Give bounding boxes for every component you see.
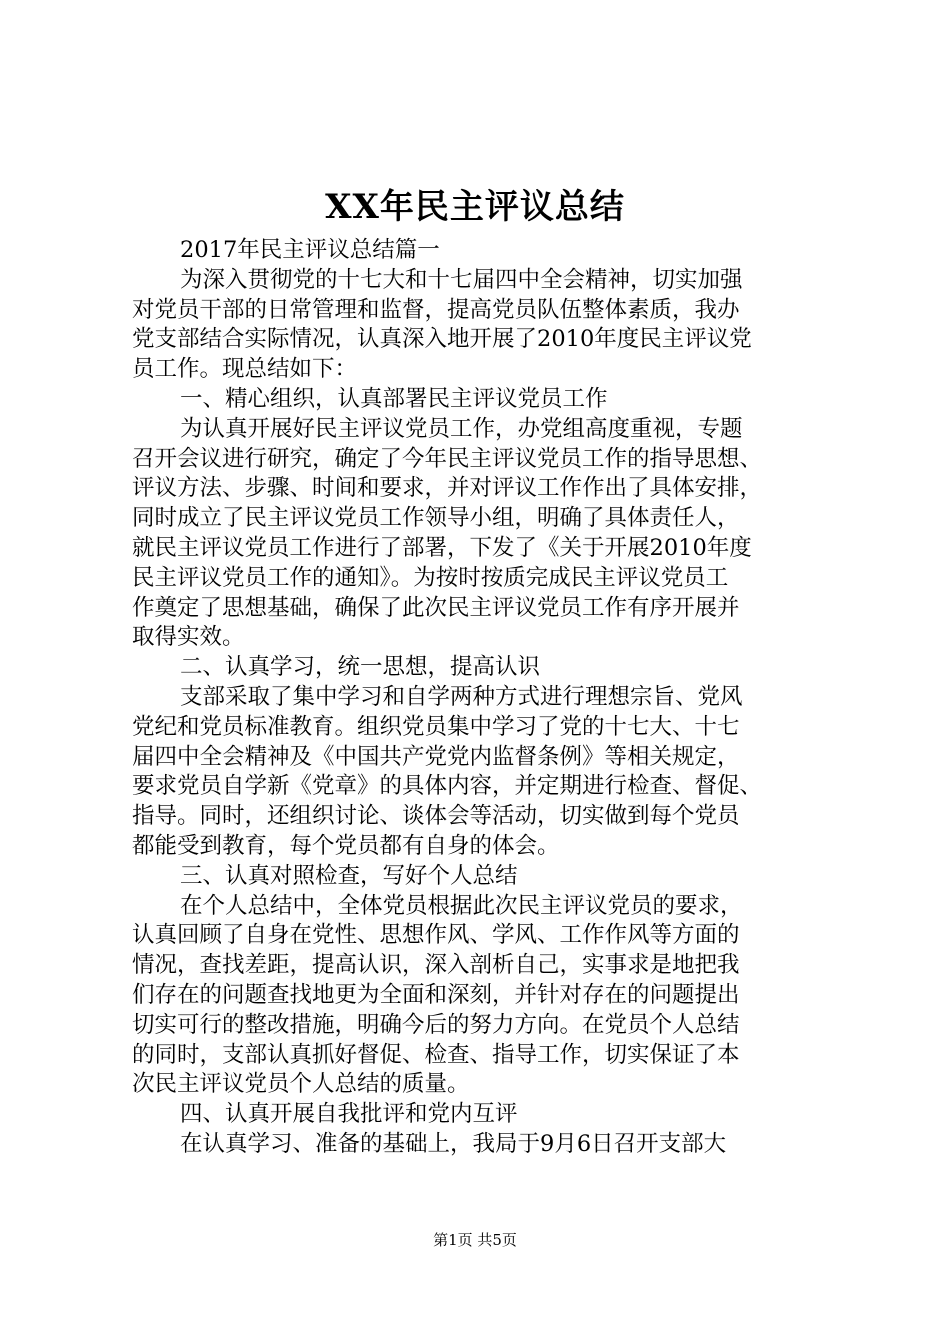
text-line: 都能受到教育，每个党员都有自身的体会。 bbox=[132, 832, 560, 859]
text-line: 一、精心组织，认真部署民主评议党员工作 bbox=[180, 385, 608, 412]
document-body bbox=[132, 236, 832, 1160]
text-line: 次民主评议党员个人总结的质量。 bbox=[132, 1071, 470, 1098]
text-line: 对党员干部的日常管理和监督，提高党员队伍整体素质，我办 bbox=[132, 296, 740, 323]
text-line: 民主评议党员工作的通知》。为按时按质完成民主评议党员工 bbox=[132, 564, 729, 591]
text-line: 召开会议进行研究，确定了今年民主评议党员工作的指导思想、 bbox=[132, 445, 763, 472]
text-line: 取得实效。 bbox=[132, 624, 245, 651]
text-line: 们存在的问题查找地更为全面和深刻，并针对存在的问题提出 bbox=[132, 981, 740, 1008]
text-line: 届四中全会精神及《中国共产党党内监督条例》等相关规定， bbox=[132, 743, 740, 770]
text-line: 的同时，支部认真抓好督促、检查、指导工作，切实保证了本 bbox=[132, 1041, 740, 1068]
text-line: 支部采取了集中学习和自学两种方式进行理想宗旨、党风 bbox=[180, 683, 743, 710]
text-line: 指导。同时，还组织讨论、谈体会等活动，切实做到每个党员 bbox=[132, 803, 740, 830]
text-line: 在认真学习、准备的基础上，我局于9月6日召开支部大 bbox=[180, 1130, 727, 1157]
text-line: 要求党员自学新《党章》的具体内容，并定期进行检查、督促、 bbox=[132, 773, 763, 800]
page-footer: 第1页 共5页 bbox=[433, 1231, 517, 1249]
document-title: XX年民主评议总结 bbox=[325, 187, 625, 227]
text-line: 2017年民主评议总结篇一 bbox=[180, 237, 440, 263]
text-line: 党纪和党员标准教育。组织党员集中学习了党的十七大、十七 bbox=[132, 713, 740, 740]
text-line: 三、认真对照检查，写好个人总结 bbox=[180, 862, 518, 889]
text-line: 为深入贯彻党的十七大和十七届四中全会精神，切实加强 bbox=[180, 266, 743, 293]
text-line: 二、认真学习，统一思想，提高认识 bbox=[180, 654, 541, 681]
text-line: 员工作。现总结如下： bbox=[132, 356, 358, 383]
text-line: 为认真开展好民主评议党员工作，办党组高度重视，专题 bbox=[180, 415, 743, 442]
text-line: 四、认真开展自我批评和党内互评 bbox=[180, 1101, 518, 1128]
text-line: 党支部结合实际情况，认真深入地开展了2010年度民主评议党 bbox=[132, 326, 752, 353]
text-line: 在个人总结中，全体党员根据此次民主评议党员的要求， bbox=[180, 892, 743, 919]
text-line: 作奠定了思想基础，确保了此次民主评议党员工作有序开展并 bbox=[132, 594, 740, 621]
text-line: 情况，查找差距，提高认识，深入剖析自己，实事求是地把我 bbox=[132, 952, 740, 979]
text-line: 同时成立了民主评议党员工作领导小组，明确了具体责任人， bbox=[132, 505, 740, 532]
text-line: 评议方法、步骤、时间和要求，并对评议工作作出了具体安排， bbox=[132, 475, 763, 502]
text-line: 切实可行的整改措施，明确今后的努力方向。在党员个人总结 bbox=[132, 1011, 740, 1038]
text-line: 认真回顾了自身在党性、思想作风、学风、工作作风等方面的 bbox=[132, 922, 740, 949]
text-line: 就民主评议党员工作进行了部署，下发了《关于开展2010年度 bbox=[132, 534, 752, 561]
